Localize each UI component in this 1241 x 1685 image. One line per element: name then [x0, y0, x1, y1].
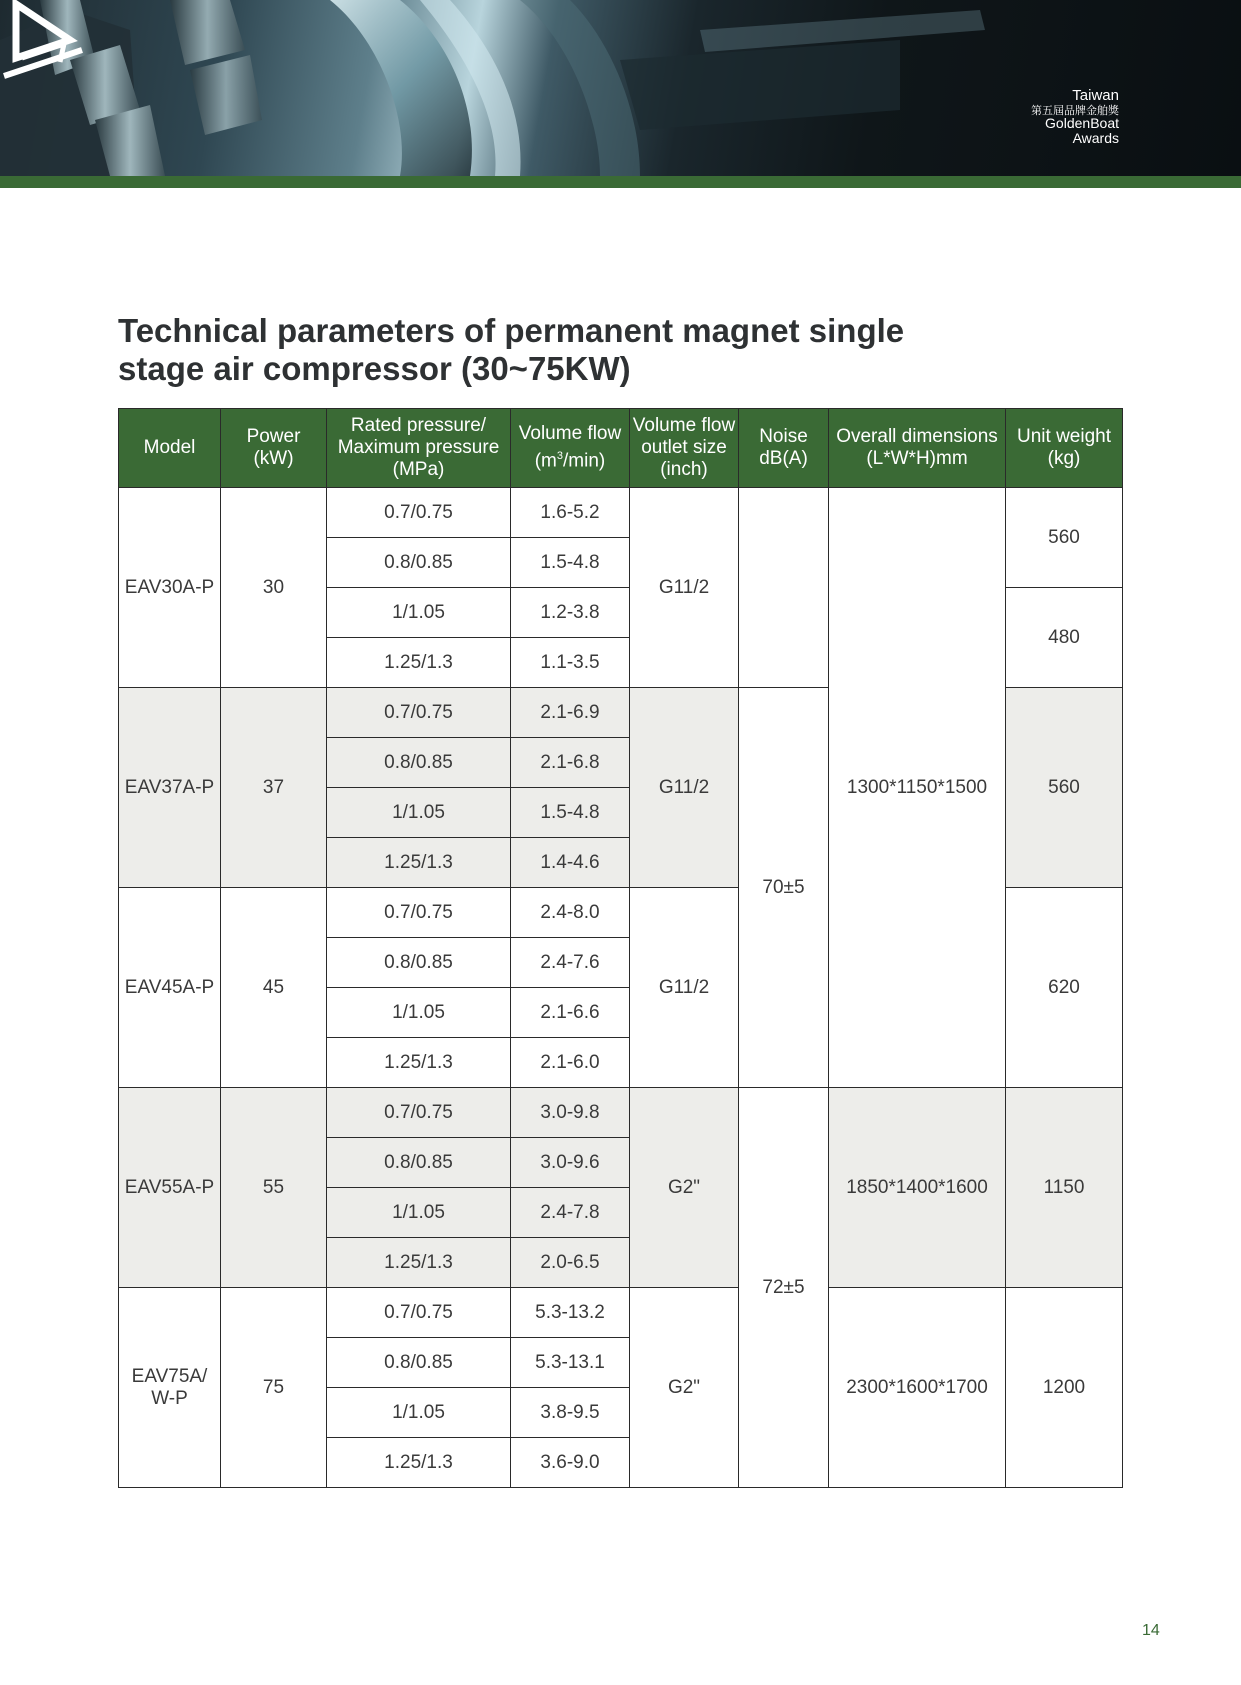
page-title-line-1: Technical parameters of permanent magnet single — [118, 312, 905, 349]
flow-cell: 3.8-9.5 — [511, 1388, 630, 1438]
flow-cell: 2.1-6.0 — [511, 1038, 630, 1088]
flow-cell: 3.0-9.6 — [511, 1138, 630, 1188]
pressure-cell: 0.7/0.75 — [327, 488, 511, 538]
pressure-cell: 0.8/0.85 — [327, 1338, 511, 1388]
header-divider — [0, 176, 1241, 188]
noise-cell: 70±5 — [739, 688, 829, 1088]
table-row — [119, 1088, 1123, 1138]
header-pressure: Rated pressure/ Maximum pressure (MPa) — [327, 409, 511, 488]
noise-cell-empty — [739, 488, 829, 688]
noise-cell: 72±5 — [739, 1088, 829, 1488]
power-cell: 45 — [221, 888, 327, 1088]
logo-taiwan-text: Taiwan — [1072, 87, 1119, 104]
model-cell: EAV45A-P — [119, 888, 221, 1088]
power-cell: 30 — [221, 488, 327, 688]
pressure-cell: 1.25/1.3 — [327, 838, 511, 888]
flow-cell: 1.2-3.8 — [511, 588, 630, 638]
header-noise: Noise dB(A) — [739, 409, 829, 488]
weight-cell: 560 — [1006, 488, 1123, 588]
outlet-cell: G2" — [630, 1288, 739, 1488]
pressure-cell: 1/1.05 — [327, 788, 511, 838]
page-number: 14 — [1142, 1622, 1160, 1639]
model-cell: EAV75A/ W-P — [119, 1288, 221, 1488]
weight-cell: 480 — [1006, 588, 1123, 688]
model-cell: EAV55A-P — [119, 1088, 221, 1288]
pressure-cell: 1.25/1.3 — [327, 1238, 511, 1288]
logo-goldenboat-text: GoldenBoat — [1045, 115, 1119, 131]
table-row — [119, 1288, 1123, 1338]
table-row — [119, 488, 1123, 538]
flow-cell: 5.3-13.2 — [511, 1288, 630, 1338]
pressure-cell: 0.8/0.85 — [327, 538, 511, 588]
flow-cell: 5.3-13.1 — [511, 1338, 630, 1388]
spec-table — [118, 408, 1123, 1488]
weight-cell: 560 — [1006, 688, 1123, 888]
header-unit-weight: Unit weight (kg) — [1006, 409, 1123, 488]
gear-illustration — [0, 0, 1241, 176]
power-cell: 55 — [221, 1088, 327, 1288]
pressure-cell: 0.7/0.75 — [327, 888, 511, 938]
model-cell: EAV37A-P — [119, 688, 221, 888]
page-title-line-2: stage air compressor (30~75KW) — [118, 350, 631, 387]
power-cell: 37 — [221, 688, 327, 888]
pressure-cell: 0.7/0.75 — [327, 1288, 511, 1338]
flow-cell: 1.5-4.8 — [511, 788, 630, 838]
model-cell: EAV30A-P — [119, 488, 221, 688]
dimensions-cell: 1300*1150*1500 — [829, 488, 1006, 1088]
page-title — [118, 312, 1018, 388]
pressure-cell: 1.25/1.3 — [327, 638, 511, 688]
power-cell: 75 — [221, 1288, 327, 1488]
header-power: Power (kW) — [221, 409, 327, 488]
pressure-cell: 1/1.05 — [327, 988, 511, 1038]
pressure-cell: 1/1.05 — [327, 588, 511, 638]
flow-cell: 1.6-5.2 — [511, 488, 630, 538]
pressure-cell: 0.7/0.75 — [327, 1088, 511, 1138]
outlet-cell: G11/2 — [630, 688, 739, 888]
goldenboat-logo-icon — [0, 0, 140, 110]
dimensions-cell: 2300*1600*1700 — [829, 1288, 1006, 1488]
weight-cell: 1200 — [1006, 1288, 1123, 1488]
pressure-cell: 0.8/0.85 — [327, 1138, 511, 1188]
flow-cell: 1.5-4.8 — [511, 538, 630, 588]
pressure-cell: 1/1.05 — [327, 1388, 511, 1438]
flow-cell: 2.1-6.8 — [511, 738, 630, 788]
flow-cell: 3.0-9.8 — [511, 1088, 630, 1138]
flow-cell: 2.4-7.6 — [511, 938, 630, 988]
header-outlet-size: Volume flow outlet size (inch) — [630, 409, 739, 488]
table-header-row — [119, 409, 1123, 488]
pressure-cell: 1/1.05 — [327, 1188, 511, 1238]
pressure-cell: 1.25/1.3 — [327, 1038, 511, 1088]
weight-cell: 1150 — [1006, 1088, 1123, 1288]
header-model: Model — [119, 409, 221, 488]
flow-cell: 1.4-4.6 — [511, 838, 630, 888]
header-banner-image — [0, 0, 1241, 176]
outlet-cell: G2" — [630, 1088, 739, 1288]
flow-cell: 2.4-7.8 — [511, 1188, 630, 1238]
outlet-cell: G11/2 — [630, 888, 739, 1088]
logo-awards-text: Awards — [1072, 130, 1119, 146]
flow-cell: 2.4-8.0 — [511, 888, 630, 938]
header-volume-flow: Volume flow $(m^3/\min)$ — [511, 409, 630, 488]
header-dimensions: Overall dimensions (L*W*H)mm — [829, 409, 1006, 488]
flow-cell: 1.1-3.5 — [511, 638, 630, 688]
pressure-cell: 1.25/1.3 — [327, 1438, 511, 1488]
flow-cell: 2.0-6.5 — [511, 1238, 630, 1288]
pressure-cell: 0.8/0.85 — [327, 938, 511, 988]
pressure-cell: 0.8/0.85 — [327, 738, 511, 788]
weight-cell: 620 — [1006, 888, 1123, 1088]
dimensions-cell: 1850*1400*1600 — [829, 1088, 1006, 1288]
outlet-cell: G11/2 — [630, 488, 739, 688]
logo-chinese-text: 第五屆品牌金舶獎 — [1031, 105, 1119, 117]
pressure-cell: 0.7/0.75 — [327, 688, 511, 738]
flow-cell: 2.1-6.6 — [511, 988, 630, 1038]
flow-cell: 3.6-9.0 — [511, 1438, 630, 1488]
flow-cell: 2.1-6.9 — [511, 688, 630, 738]
